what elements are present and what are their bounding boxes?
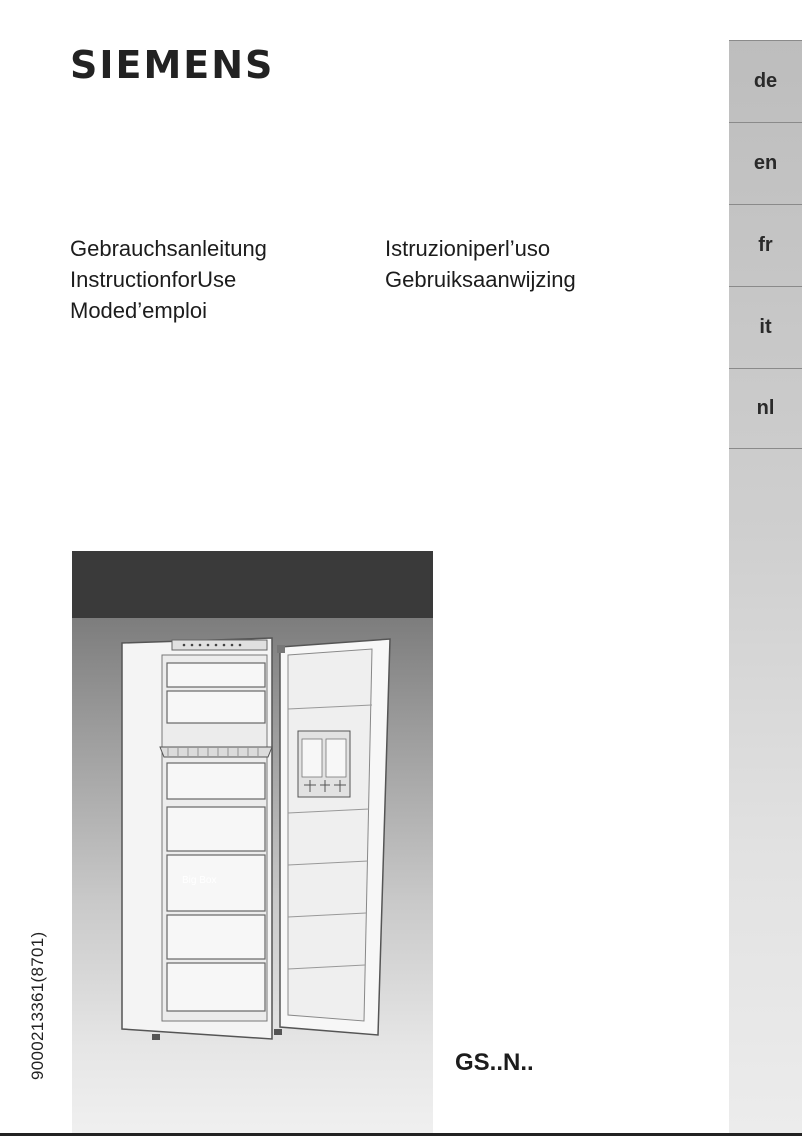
drawer-label: Big Box xyxy=(182,875,217,886)
title-dutch: Gebruiksaanwijzing xyxy=(385,267,576,292)
language-sidebar xyxy=(729,40,802,1136)
document-number: 9000213361(8701) xyxy=(28,931,47,1080)
titles-left-column xyxy=(70,233,267,326)
tab-it[interactable]: it xyxy=(729,286,802,367)
siemens-logo: SIEMENS xyxy=(70,43,275,87)
tab-en[interactable]: en xyxy=(729,122,802,203)
tab-fr[interactable]: fr xyxy=(729,204,802,285)
tab-nl[interactable]: nl xyxy=(729,368,802,449)
freezer-illustration xyxy=(72,551,433,1136)
tab-de[interactable]: de xyxy=(729,40,802,121)
title-italian: Istruzioniperl’uso xyxy=(385,236,551,261)
title-german: Gebrauchsanleitung xyxy=(70,236,267,261)
title-english: InstructionforUse xyxy=(70,267,237,292)
title-french: Moded’emploi xyxy=(70,298,207,323)
product-photo xyxy=(72,551,433,1136)
model-number: GS..N.. xyxy=(455,1049,534,1076)
titles-right-column xyxy=(385,233,576,295)
